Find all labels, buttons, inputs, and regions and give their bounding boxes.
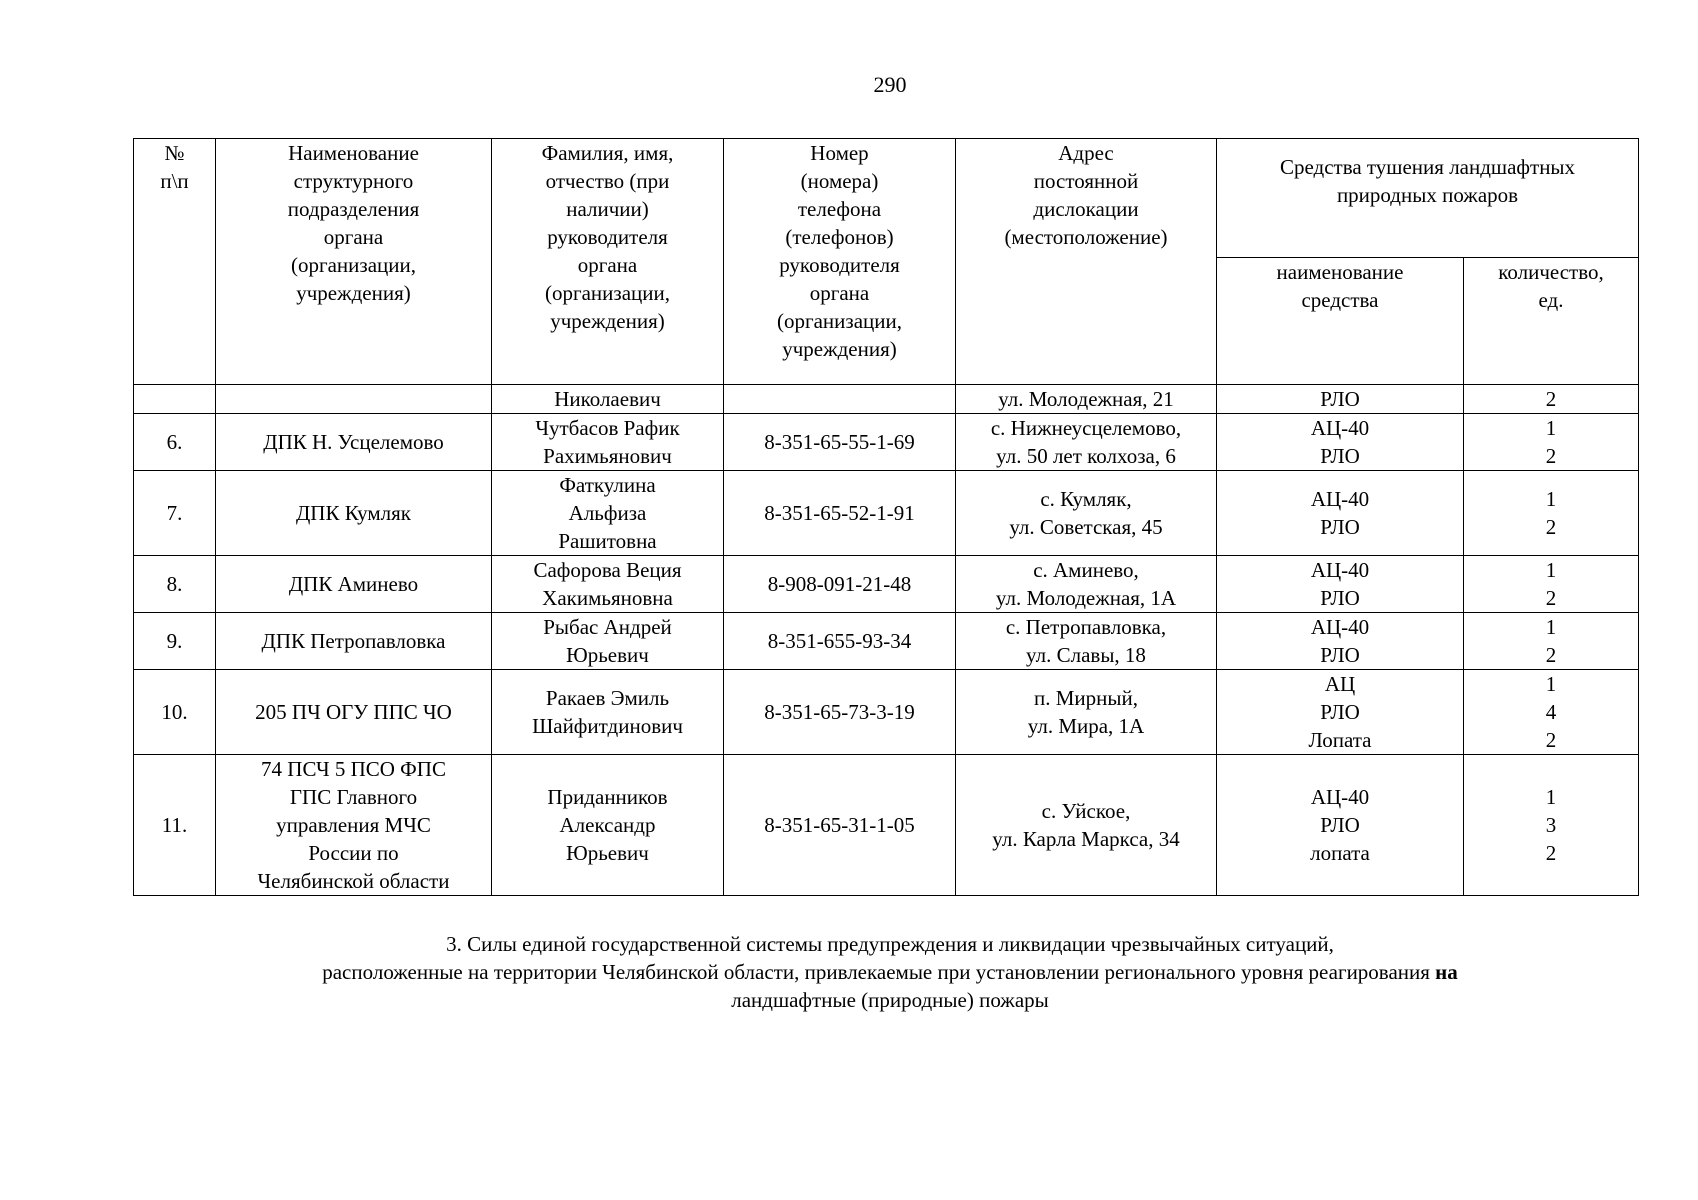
cell-means-qty: [1464, 755, 1639, 896]
cell-phone-line: 8-351-65-73-3-19: [764, 700, 915, 724]
cell-means-qty-line: 1: [1545, 785, 1557, 809]
header-head-name-line: (организации,: [545, 281, 670, 305]
cell-unit-name: [216, 414, 492, 471]
cell-address-line: с. Нижнеусцелемово,: [990, 416, 1182, 440]
cell-means-name-line: АЦ-40: [1310, 615, 1370, 639]
cell-head-name-line: Рашитовна: [558, 529, 657, 553]
cell-means-qty-line: 3: [1545, 813, 1557, 837]
cell-means-name-line: РЛО: [1320, 813, 1360, 837]
header-head-name-line: учреждения): [550, 309, 665, 333]
cell-number-line: 10.: [161, 700, 188, 724]
section-heading-bold-word: на: [1435, 960, 1458, 984]
cell-phone-line: 8-908-091-21-48: [767, 572, 912, 596]
header-means-line: природных пожаров: [1336, 183, 1519, 207]
cell-unit-name: [216, 613, 492, 670]
cell-head-name-line: Приданников: [547, 785, 668, 809]
header-unit-name: [216, 139, 492, 385]
cell-means-name-line: РЛО: [1320, 387, 1360, 411]
header-phone-line: телефона: [797, 197, 882, 221]
cell-address-line: с. Кумляк,: [1040, 487, 1132, 511]
cell-means-qty-line: 2: [1545, 515, 1557, 539]
cell-unit-name: [216, 385, 492, 414]
header-address-line: дислокации: [1033, 197, 1139, 221]
cell-address-line: ул. Славы, 18: [1026, 643, 1146, 667]
cell-means-qty-line: 2: [1545, 643, 1557, 667]
header-phone-line: (телефонов): [785, 225, 894, 249]
cell-head-name-line: Фаткулина: [559, 473, 656, 497]
cell-head-name-line: Рахимьянович: [543, 444, 672, 468]
header-phone-line: Номер: [810, 141, 869, 165]
cell-number: [134, 385, 216, 414]
cell-number-line: 9.: [166, 629, 183, 653]
cell-means-qty: [1464, 471, 1639, 556]
header-head-name-line: Фамилия, имя,: [541, 141, 674, 165]
cell-means-name-line: РЛО: [1320, 515, 1360, 539]
cell-means-qty-line: 1: [1545, 672, 1557, 696]
cell-means-qty: [1464, 414, 1639, 471]
table-row: [134, 613, 1639, 670]
cell-means-name-line: АЦ-40: [1310, 487, 1370, 511]
cell-unit-name: [216, 556, 492, 613]
header-row: [134, 139, 1639, 258]
table-row: [134, 755, 1639, 896]
cell-means-qty: [1464, 670, 1639, 755]
cell-address-line: ул. Молодежная, 21: [998, 387, 1174, 411]
header-unit-name-line: Наименование: [288, 141, 419, 165]
cell-address-line: с. Уйское,: [1041, 799, 1131, 823]
cell-unit-name-line: ДПК Н. Усцелемово: [263, 430, 444, 454]
section-heading: [180, 930, 1600, 1014]
header-number-line: №: [164, 141, 185, 165]
cell-means-name: [1217, 755, 1464, 896]
header-unit-name-line: подразделения: [287, 197, 420, 221]
page-number: 290: [873, 72, 907, 97]
cell-means-name: [1217, 385, 1464, 414]
table-row: [134, 471, 1639, 556]
header-unit-name-line: учреждения): [296, 281, 411, 305]
cell-means-qty-line: 1: [1545, 416, 1557, 440]
cell-phone: [724, 613, 956, 670]
cell-means-name-line: лопата: [1310, 841, 1370, 865]
header-means-qty-line: количество,: [1498, 260, 1604, 284]
cell-head-name-line: Александр: [559, 813, 656, 837]
cell-unit-name-line: ДПК Петропавловка: [261, 629, 446, 653]
table-header: [134, 139, 1639, 385]
header-number: [134, 139, 216, 385]
cell-means-qty-line: 1: [1545, 615, 1557, 639]
header-address-line: (местоположение): [1004, 225, 1168, 249]
header-head-name-line: отчество (при: [545, 169, 670, 193]
header-head-name: [492, 139, 724, 385]
section-heading-line-2: расположенные на территории Челябинской области, привлекаемые при установлении регионального уровня реагирования на: [322, 960, 1458, 984]
cell-phone-line: 8-351-65-52-1-91: [764, 501, 915, 525]
cell-address: [956, 385, 1217, 414]
header-head-name-line: органа: [577, 253, 638, 277]
cell-head-name-line: Юрьевич: [566, 841, 649, 865]
cell-means-name-line: РЛО: [1320, 444, 1360, 468]
cell-head-name-line: Хакимьяновна: [542, 586, 673, 610]
header-phone-line: (номера): [800, 169, 879, 193]
cell-number-line: 11.: [161, 813, 188, 837]
cell-address-line: ул. Советская, 45: [1009, 515, 1163, 539]
cell-means-qty-line: 4: [1545, 700, 1557, 724]
cell-unit-name-line: России по: [308, 841, 399, 865]
cell-unit-name-line: 205 ПЧ ОГУ ППС ЧО: [255, 700, 452, 724]
cell-head-name: [492, 414, 724, 471]
cell-unit-name-line: ДПК Аминево: [288, 572, 419, 596]
header-means-line: Средства тушения ландшафтных: [1279, 155, 1576, 179]
header-unit-name-line: структурного: [293, 169, 414, 193]
header-number-line: п\п: [160, 169, 189, 193]
cell-head-name: [492, 755, 724, 896]
cell-number: [134, 755, 216, 896]
cell-means-name-line: АЦ: [1324, 672, 1356, 696]
cell-unit-name-line: ГПС Главного: [289, 785, 418, 809]
cell-address: [956, 556, 1217, 613]
section-heading-line-1: 3. Силы единой государственной системы предупреждения и ликвидации чрезвычайных ситуаций,: [446, 932, 1334, 956]
cell-means-qty: [1464, 556, 1639, 613]
cell-unit-name-line: Челябинской области: [257, 869, 450, 893]
cell-number: [134, 471, 216, 556]
header-phone: [724, 139, 956, 385]
cell-means-name: [1217, 471, 1464, 556]
cell-address: [956, 471, 1217, 556]
header-address-line: Адрес: [1058, 141, 1114, 165]
cell-means-name-line: РЛО: [1320, 643, 1360, 667]
header-means-qty-line: ед.: [1538, 288, 1564, 312]
header-address: [956, 139, 1217, 385]
cell-unit-name-line: ДПК Кумляк: [295, 501, 412, 525]
cell-phone-line: 8-351-65-55-1-69: [764, 430, 915, 454]
cell-head-name: [492, 670, 724, 755]
cell-means-name-line: АЦ-40: [1310, 416, 1370, 440]
cell-unit-name: [216, 755, 492, 896]
header-means-name-line: наименование: [1276, 260, 1404, 284]
cell-means-name-line: АЦ-40: [1310, 785, 1370, 809]
cell-means-name-line: РЛО: [1320, 700, 1360, 724]
forces-table: [133, 138, 1639, 896]
cell-head-name-line: Юрьевич: [566, 643, 649, 667]
cell-address: [956, 414, 1217, 471]
cell-number-line: 7.: [166, 501, 183, 525]
cell-head-name-line: Ракаев Эмиль: [545, 686, 670, 710]
header-means-name: [1217, 258, 1464, 385]
header-phone-line: руководителя: [779, 253, 900, 277]
cell-head-name-line: Чутбасов Рафик: [535, 416, 680, 440]
cell-head-name-line: Сафорова Веция: [533, 558, 682, 582]
cell-head-name: [492, 556, 724, 613]
cell-phone: [724, 385, 956, 414]
cell-head-name: [492, 613, 724, 670]
cell-unit-name-line: 74 ПСЧ 5 ПСО ФПС: [261, 757, 446, 781]
cell-phone: [724, 556, 956, 613]
table-row: [134, 385, 1639, 414]
cell-means-qty-line: 2: [1545, 444, 1557, 468]
cell-means-qty: [1464, 385, 1639, 414]
cell-address-line: ул. 50 лет колхоза, 6: [996, 444, 1176, 468]
cell-address: [956, 755, 1217, 896]
cell-head-name-line: Альфиза: [568, 501, 647, 525]
table-row: [134, 414, 1639, 471]
cell-address: [956, 670, 1217, 755]
header-head-name-line: руководителя: [547, 225, 668, 249]
cell-address-line: ул. Карла Маркса, 34: [992, 827, 1180, 851]
header-phone-line: органа: [809, 281, 870, 305]
cell-means-name-line: АЦ-40: [1310, 558, 1370, 582]
cell-unit-name: [216, 670, 492, 755]
table-row: [134, 670, 1639, 755]
cell-number-line: 6.: [166, 430, 183, 454]
cell-means-qty-line: 2: [1545, 728, 1557, 752]
table-body: [134, 385, 1639, 896]
cell-unit-name-line: управления МЧС: [276, 813, 431, 837]
cell-head-name-line: Николаевич: [554, 387, 661, 411]
cell-number-line: 8.: [166, 572, 183, 596]
cell-means-name: [1217, 414, 1464, 471]
cell-number: [134, 556, 216, 613]
cell-head-name: [492, 385, 724, 414]
cell-phone-line: 8-351-65-31-1-05: [764, 813, 915, 837]
section-heading-line-3: ландшафтные (природные) пожары: [731, 988, 1049, 1012]
cell-number: [134, 414, 216, 471]
cell-address: [956, 613, 1217, 670]
cell-head-name-line: Рыбас Андрей: [543, 615, 672, 639]
cell-address-line: с. Аминево,: [1033, 558, 1139, 582]
cell-head-name: [492, 471, 724, 556]
header-phone-line: (организации,: [777, 309, 902, 333]
cell-address-line: п. Мирный,: [1034, 686, 1138, 710]
cell-phone-line: 8-351-655-93-34: [767, 629, 912, 653]
cell-means-qty-line: 2: [1545, 387, 1557, 411]
header-head-name-line: наличии): [566, 197, 649, 221]
cell-means-qty-line: 1: [1545, 487, 1557, 511]
header-means-qty: [1464, 258, 1639, 385]
cell-means-name: [1217, 670, 1464, 755]
cell-address-line: ул. Мира, 1А: [1027, 714, 1145, 738]
header-phone-line: учреждения): [782, 337, 897, 361]
table-row: [134, 556, 1639, 613]
cell-address-line: ул. Молодежная, 1А: [995, 586, 1177, 610]
header-address-line: постоянной: [1033, 169, 1139, 193]
header-means-name-line: средства: [1301, 288, 1379, 312]
cell-phone: [724, 471, 956, 556]
cell-head-name-line: Шайфитдинович: [532, 714, 683, 738]
cell-phone: [724, 755, 956, 896]
cell-means-qty-line: 2: [1545, 586, 1557, 610]
cell-means-qty-line: 1: [1545, 558, 1557, 582]
cell-unit-name: [216, 471, 492, 556]
header-unit-name-line: (организации,: [291, 253, 416, 277]
cell-address-line: с. Петропавловка,: [1005, 615, 1167, 639]
cell-means-name-line: Лопата: [1308, 728, 1372, 752]
cell-phone: [724, 414, 956, 471]
cell-number: [134, 613, 216, 670]
cell-phone: [724, 670, 956, 755]
cell-means-qty-line: 2: [1545, 841, 1557, 865]
cell-means-qty: [1464, 613, 1639, 670]
header-unit-name-line: органа: [323, 225, 384, 249]
cell-number: [134, 670, 216, 755]
cell-means-name-line: РЛО: [1320, 586, 1360, 610]
cell-means-name: [1217, 556, 1464, 613]
header-means: [1217, 139, 1639, 258]
cell-means-name: [1217, 613, 1464, 670]
